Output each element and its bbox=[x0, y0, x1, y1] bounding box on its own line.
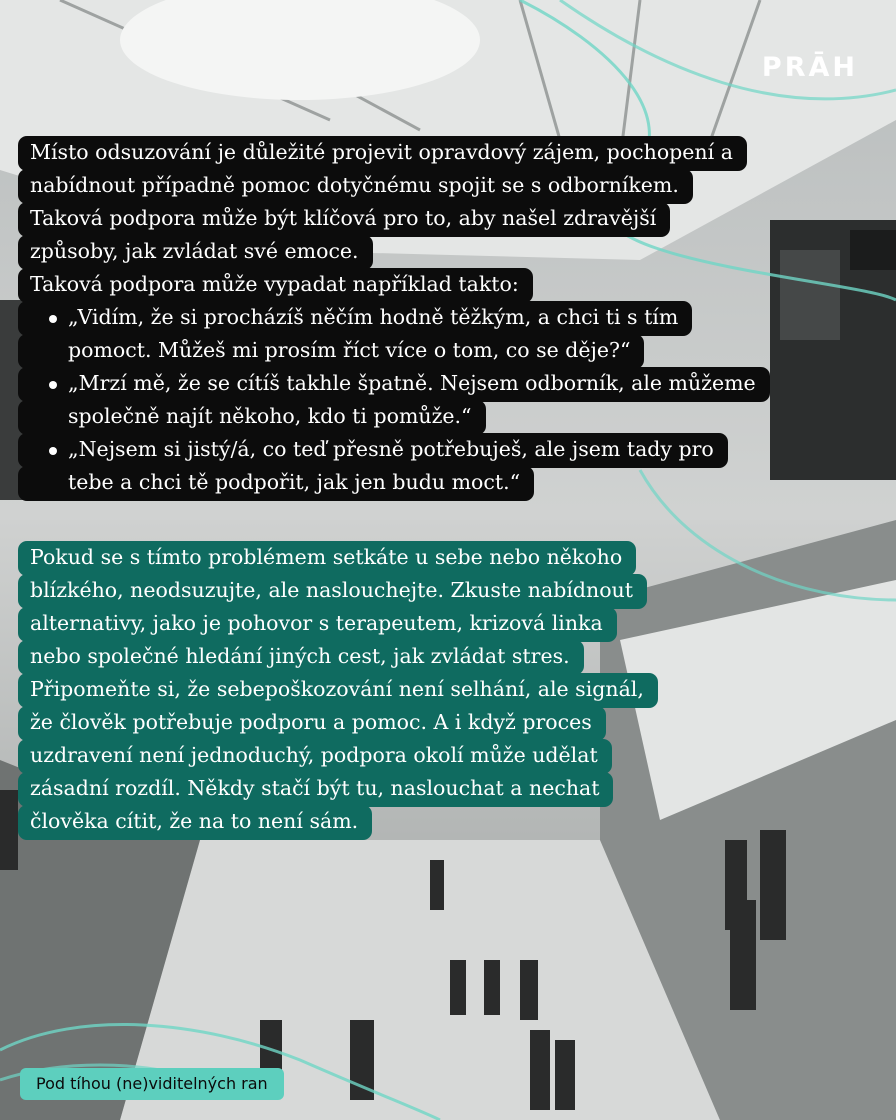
text-line: alternativy, jako je pohovor s terapeutem, krizová linka bbox=[18, 607, 617, 642]
text-line: nebo společné hledání jiných cest, jak zvládat stres. bbox=[18, 640, 584, 675]
teal-text-block bbox=[18, 541, 658, 838]
text-line: Taková podpora může vypadat například takto: bbox=[18, 268, 533, 303]
text-line: Připomeňte si, že sebepoškozování není selhání, ale signál, bbox=[18, 673, 658, 708]
bullet-continuation: tebe a chci tě podpořit, jak jen budu moct.“ bbox=[18, 466, 534, 501]
text-line: Taková podpora může být klíčová pro to, aby našel zdravější bbox=[18, 202, 670, 237]
text-line: zásadní rozdíl. Někdy stačí být tu, naslouchat a nechat bbox=[18, 772, 613, 807]
text-line: blízkého, neodsuzujte, ale naslouchejte. Zkuste nabídnout bbox=[18, 574, 647, 609]
text-line: uzdravení není jednoduchý, podpora okolí může udělat bbox=[18, 739, 612, 774]
bullet-dot-icon bbox=[49, 315, 57, 323]
bullet-text: „Mrzí mě, že se cítíš takhle špatně. Nejsem odborník, ale můžeme bbox=[68, 371, 756, 395]
text-line: že člověk potřebuje podporu a pomoc. A i když proces bbox=[18, 706, 606, 741]
text-line: Pokud se s tímto problémem setkáte u sebe nebo někoho bbox=[18, 541, 636, 576]
dark-text-block bbox=[18, 136, 770, 499]
bullet-item bbox=[18, 367, 770, 402]
bullet-dot-icon bbox=[49, 381, 57, 389]
bullet-dot-icon bbox=[49, 447, 57, 455]
text-line: Místo odsuzování je důležité projevit opravdový zájem, pochopení a bbox=[18, 136, 747, 171]
bullet-continuation: společně najít někoho, kdo ti pomůže.“ bbox=[18, 400, 486, 435]
bullet-text: „Vidím, že si procházíš něčím hodně těžkým, a chci ti s tím bbox=[68, 305, 679, 329]
bullet-continuation: pomoct. Můžeš mi prosím říct více o tom, co se děje?“ bbox=[18, 334, 644, 369]
text-line: člověka cítit, že na to není sám. bbox=[18, 805, 372, 840]
bullet-item bbox=[18, 433, 728, 468]
brand-logo: PRĀH bbox=[761, 52, 858, 83]
text-line: nabídnout případně pomoc dotyčnému spojit se s odborníkem. bbox=[18, 169, 693, 204]
text-line: způsoby, jak zvládat své emoce. bbox=[18, 235, 373, 270]
series-tag: Pod tíhou (ne)viditelných ran bbox=[20, 1068, 284, 1100]
bullet-item bbox=[18, 301, 692, 336]
bullet-text: „Nejsem si jistý/á, co teď přesně potřebuješ, ale jsem tady pro bbox=[68, 437, 714, 461]
